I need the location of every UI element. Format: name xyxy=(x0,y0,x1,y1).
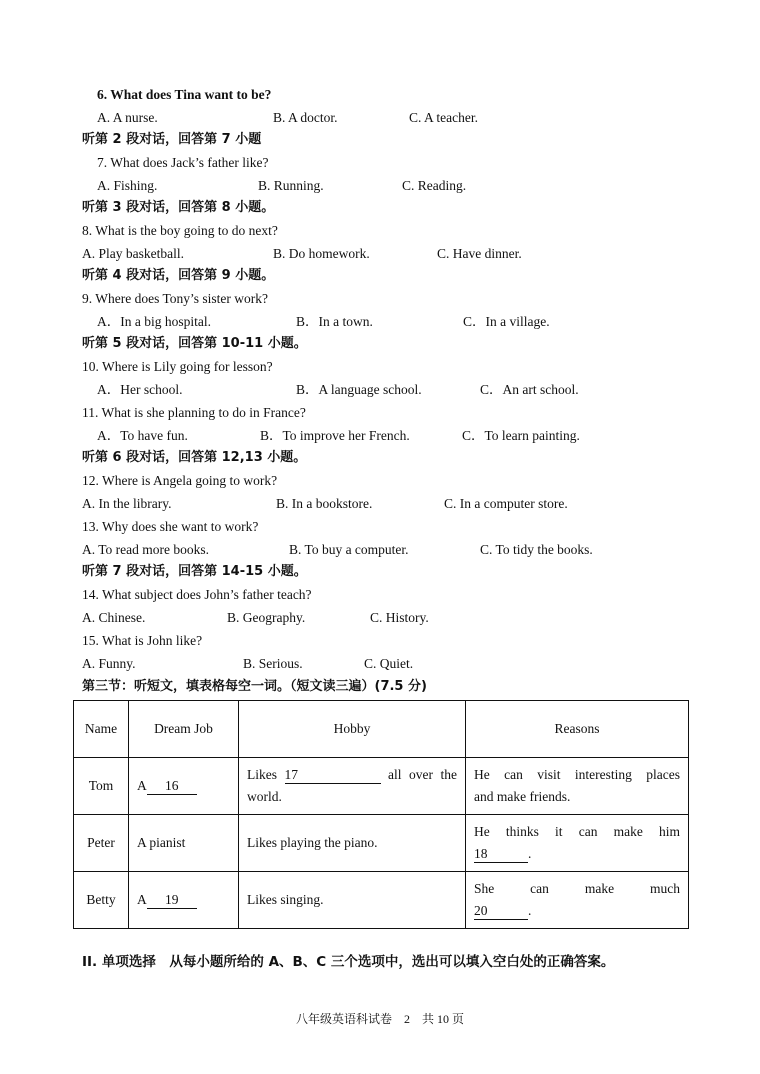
blank-17[interactable]: 17 xyxy=(285,767,381,784)
question-8-option-a: A. Play basketball. xyxy=(82,246,184,261)
question-9-option-c: C．In a village. xyxy=(463,314,550,329)
cell-reasons xyxy=(466,815,689,872)
question-9-option-a: A．In a big hospital. xyxy=(97,314,211,329)
header-reasons: Reasons xyxy=(466,701,689,758)
page-footer: 八年级英语科试卷 2 共 10 页 xyxy=(295,1012,464,1026)
reason-line-2: 18 . xyxy=(474,846,532,861)
question-6-stem: 6. What does Tina want to be? xyxy=(97,87,272,102)
cell-hobby: Likes playing the piano. xyxy=(239,815,466,872)
question-10-option-c: C．An art school. xyxy=(480,382,579,397)
reason-line-2: and make friends. xyxy=(474,789,571,804)
question-7-option-c: C. Reading. xyxy=(402,178,467,193)
dialogue-5-heading: 听第 5 段对话，回答第 10-11 小题。 xyxy=(82,336,307,351)
cell-name: Peter xyxy=(74,815,129,872)
section-3-title: 第三节：听短文，填表格每空一词。（短文读三遍）(7.5 分) xyxy=(82,679,427,694)
question-13-option-c: C. To tidy the books. xyxy=(480,542,593,557)
reason-line-1: He thinks it can make him xyxy=(474,824,680,839)
question-6-option-a: A. A nurse. xyxy=(97,110,158,125)
question-14-option-c: C. History. xyxy=(370,610,429,625)
blank-16[interactable]: 16 xyxy=(147,778,197,795)
table-row-betty xyxy=(74,872,689,929)
question-9-stem: 9. Where does Tony’s sister work? xyxy=(82,291,269,306)
reason-line-2: 20 . xyxy=(474,903,532,918)
cell-name: Betty xyxy=(74,872,129,929)
question-11-option-c: C．To learn painting. xyxy=(462,428,580,443)
dialogue-6-heading: 听第 6 段对话，回答第 12,13 小题。 xyxy=(82,450,307,465)
hobby-text: Likes xyxy=(247,767,277,782)
question-8-option-b: B. Do homework. xyxy=(273,246,370,261)
question-13-stem: 13. Why does she want to work? xyxy=(82,519,259,534)
question-10-stem: 10. Where is Lily going for lesson? xyxy=(82,359,273,374)
cell-hobby xyxy=(239,758,466,815)
question-10-option-b: B．A language school. xyxy=(296,382,422,397)
blank-20[interactable]: 20 xyxy=(474,903,528,920)
job-prefix: A xyxy=(137,892,147,907)
table-row-peter xyxy=(74,815,689,872)
question-12-stem: 12. Where is Angela going to work? xyxy=(82,473,278,488)
question-15-option-b: B. Serious. xyxy=(243,656,303,671)
reason-line-1: He can visit interesting places xyxy=(474,767,680,782)
blank-19[interactable]: 19 xyxy=(147,892,197,909)
hobby-line-2: world. xyxy=(247,789,282,804)
question-8-stem: 8. What is the boy going to do next? xyxy=(82,223,278,238)
question-13-option-b: B. To buy a computer. xyxy=(289,542,409,557)
question-12-option-b: B. In a bookstore. xyxy=(276,496,373,511)
cell-dream-job xyxy=(129,872,239,929)
hobby-line-1 xyxy=(247,764,457,786)
cell-reasons xyxy=(466,758,689,815)
question-14-option-a: A. Chinese. xyxy=(82,610,146,625)
question-8-option-c: C. Have dinner. xyxy=(437,246,522,261)
cell-name: Tom xyxy=(74,758,129,815)
dream-job-table xyxy=(73,700,689,929)
dialogue-7-heading: 听第 7 段对话，回答第 14-15 小题。 xyxy=(82,564,307,579)
dialogue-3-heading: 听第 3 段对话，回答第 8 小题。 xyxy=(82,200,275,215)
dialogue-4-heading: 听第 4 段对话，回答第 9 小题。 xyxy=(82,268,275,283)
question-6-option-c: C. A teacher. xyxy=(409,110,478,125)
question-7-option-b: B. Running. xyxy=(258,178,324,193)
question-13-option-a: A. To read more books. xyxy=(82,542,210,557)
question-14-stem: 14. What subject does John’s father teach? xyxy=(82,587,312,602)
header-hobby: Hobby xyxy=(239,701,466,758)
question-12-option-a: A. In the library. xyxy=(82,496,172,511)
question-14-option-b: B. Geography. xyxy=(227,610,306,625)
question-11-option-a: A．To have fun. xyxy=(97,428,188,443)
cell-reasons xyxy=(466,872,689,929)
question-11-option-b: B．To improve her French. xyxy=(260,428,410,443)
question-7-stem: 7. What does Jack’s father like? xyxy=(97,155,269,170)
question-10-option-a: A．Her school. xyxy=(97,382,183,397)
part-2-heading: II. 单项选择 从每小题所给的 A、B、C 三个选项中，选出可以填入空白处的正确答案。 xyxy=(82,954,615,970)
table-header-row xyxy=(74,701,689,758)
question-11-stem: 11. What is she planning to do in France? xyxy=(82,405,306,420)
table-row-tom xyxy=(74,758,689,815)
blank-18[interactable]: 18 xyxy=(474,846,528,863)
header-dream-job: Dream Job xyxy=(129,701,239,758)
cell-dream-job xyxy=(129,758,239,815)
reason-line-1: She can make much xyxy=(474,881,680,896)
cell-dream-job: A pianist xyxy=(129,815,239,872)
job-prefix: A xyxy=(137,778,147,793)
question-9-option-b: B．In a town. xyxy=(296,314,373,329)
cell-hobby: Likes singing. xyxy=(239,872,466,929)
question-15-stem: 15. What is John like? xyxy=(82,633,203,648)
question-7-option-a: A. Fishing. xyxy=(97,178,158,193)
hobby-text-2: all over the xyxy=(388,767,458,782)
question-6-option-b: B. A doctor. xyxy=(273,110,338,125)
question-15-option-c: C. Quiet. xyxy=(364,656,414,671)
dialogue-2-heading: 听第 2 段对话，回答第 7 小题 xyxy=(82,132,262,147)
question-12-option-c: C. In a computer store. xyxy=(444,496,568,511)
header-name: Name xyxy=(74,701,129,758)
question-15-option-a: A. Funny. xyxy=(82,656,136,671)
